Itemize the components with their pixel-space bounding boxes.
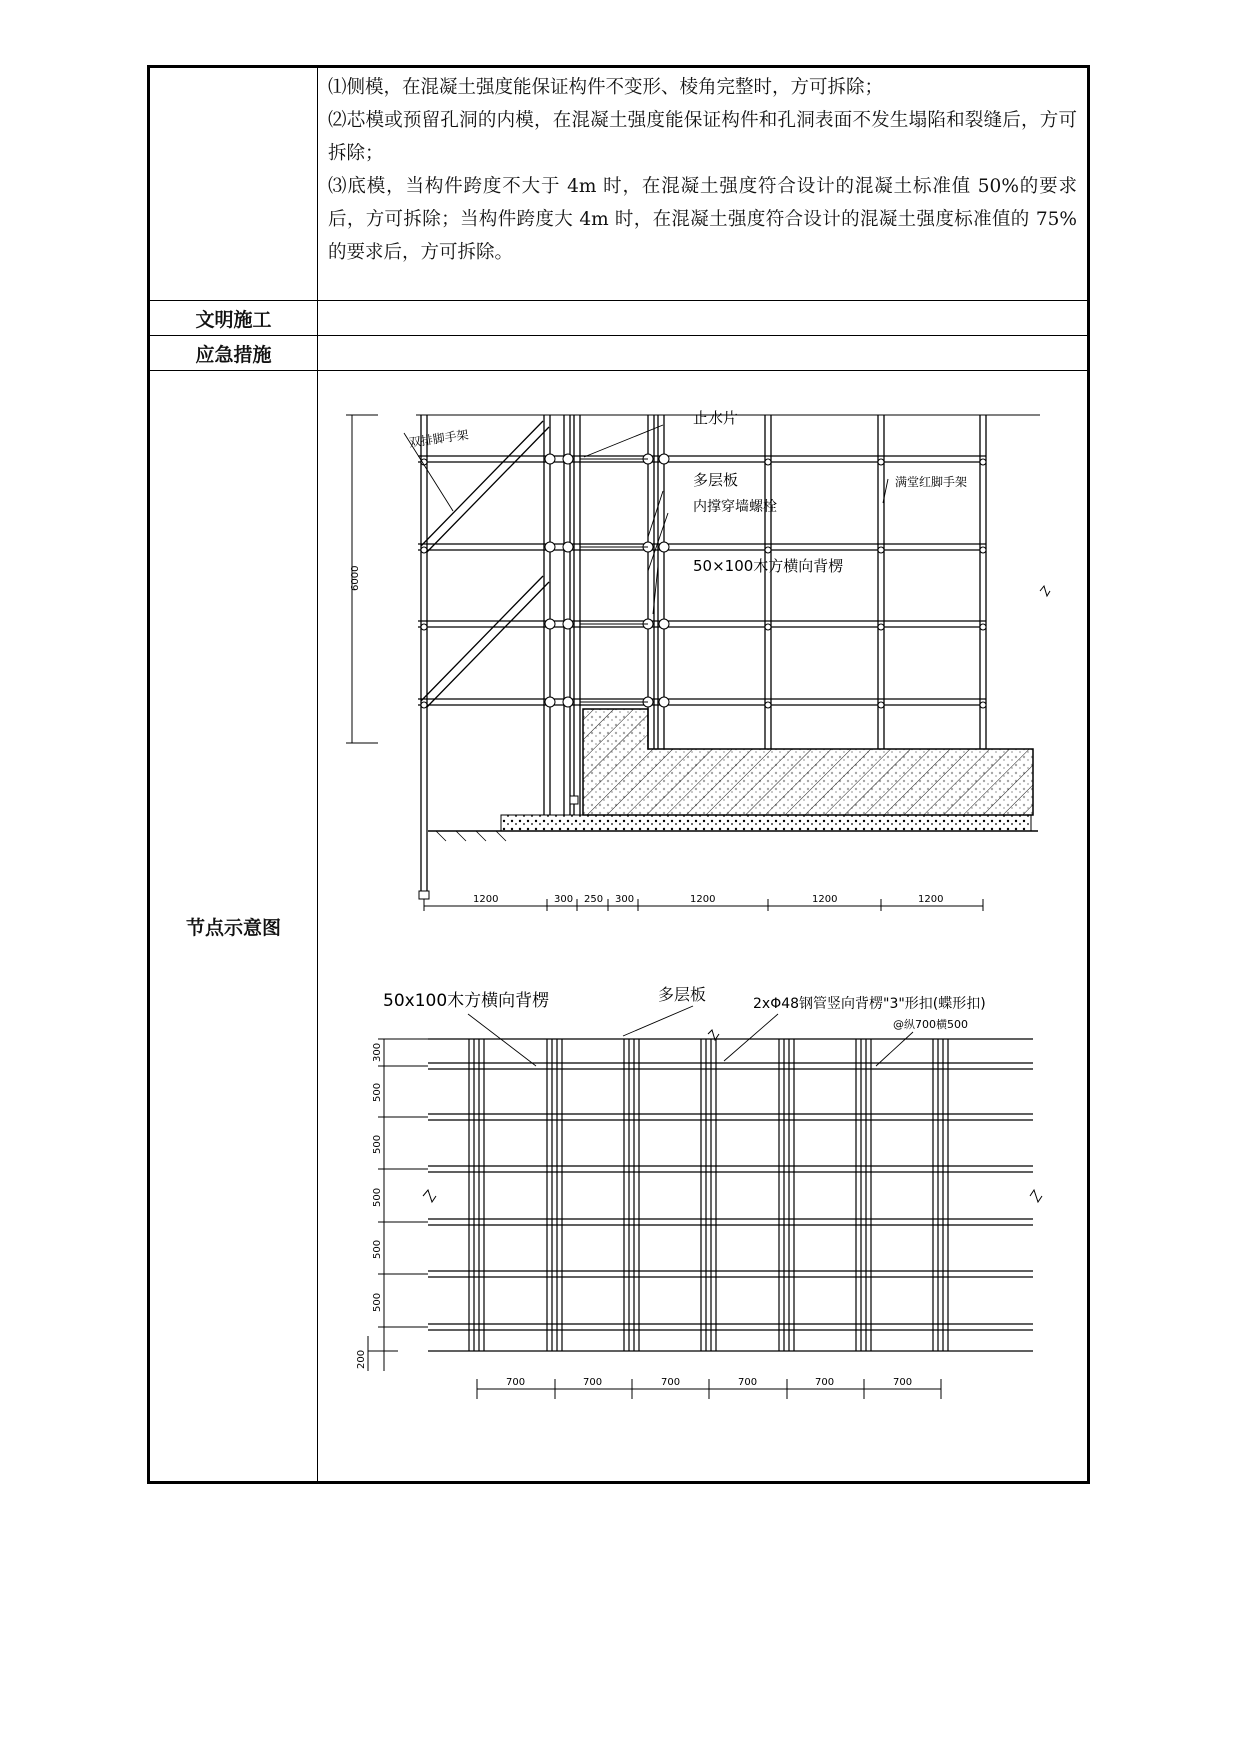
vdim-200: 200 xyxy=(356,1349,367,1369)
dim-300-b: 300 xyxy=(615,894,635,905)
wall-form-small xyxy=(570,796,578,804)
vdim-300: 300 xyxy=(372,1042,383,1062)
row-label-empty xyxy=(150,68,318,300)
note-bottom-formwork: ⑶底模，当构件跨度不大于 4m 时，在混凝土强度符合设计的混凝土标准值 50%的要求后，方可拆除；当构件跨度大 4m 时，在混凝土强度符合设计的混凝土强度标准值的 75%的要求后，方可拆除。 xyxy=(328,176,1077,263)
dim-1200-d: 1200 xyxy=(918,894,944,905)
emergency-label: 应急措施 xyxy=(150,336,318,370)
emergency-value xyxy=(318,336,1087,370)
diagonal-braces xyxy=(421,421,549,707)
label2-steel-pipe: 2xΦ48钢管竖向背楞"3"形扣(蝶形扣) xyxy=(753,996,986,1012)
leaders2 xyxy=(468,1006,913,1066)
hdim-700-c: 700 xyxy=(661,1377,681,1388)
row-removal-requirements xyxy=(150,68,1087,301)
row-civilized-construction xyxy=(150,301,1087,336)
dim-1200-c: 1200 xyxy=(812,894,838,905)
vdim-500-c: 500 xyxy=(372,1187,383,1207)
bottom-dimension-labels xyxy=(473,894,943,905)
vdim-500-a: 500 xyxy=(372,1082,383,1102)
hdim-700-d: 700 xyxy=(738,1377,758,1388)
formwork-section-diagram xyxy=(318,371,1088,911)
bottom-dimension-chain-2 xyxy=(477,1379,941,1399)
row-emergency-measures xyxy=(150,336,1087,371)
vertical-steel-pipes xyxy=(469,1039,948,1351)
note-core-formwork: ⑵芯模或预留孔洞的内模，在混凝土强度能保证构件和孔洞表面不发生塌陷和裂缝后，方可拆除； xyxy=(328,110,1077,164)
leader-lines xyxy=(404,425,888,614)
label-inner-bolt: 内撑穿墙螺栓 xyxy=(693,499,777,515)
break-right xyxy=(1030,1190,1042,1202)
horizontal-ledgers xyxy=(418,456,986,705)
height-dim-label: 6000 xyxy=(350,565,361,591)
label-timber-back: 50×100木方横向背楞 xyxy=(693,557,844,575)
node-diagram-label: 节点示意图 xyxy=(150,371,318,1481)
left-dimension-labels xyxy=(356,1043,383,1369)
vdim-500-b: 500 xyxy=(372,1134,383,1154)
civilized-label: 文明施工 xyxy=(150,301,318,335)
concrete-slab-dots xyxy=(583,709,1033,815)
clamps xyxy=(421,454,986,708)
civilized-value xyxy=(318,301,1087,335)
label-waterstop: 止水片 xyxy=(693,409,739,427)
foundation-base xyxy=(501,815,1031,831)
label2-spacing: @纵700横500 xyxy=(893,1018,968,1031)
horizontal-timbers xyxy=(428,1063,1033,1330)
node-diagrams xyxy=(318,371,1087,1481)
ground-hatch xyxy=(436,831,506,841)
removal-notes xyxy=(318,68,1087,300)
row-node-diagram xyxy=(150,371,1087,1481)
dim-1200-b: 1200 xyxy=(690,894,716,905)
label-double-scaffold: 双排脚手架 xyxy=(408,427,470,450)
dim-1200-a: 1200 xyxy=(473,894,499,905)
info-table xyxy=(147,65,1090,1484)
label2-multilayer-board: 多层板 xyxy=(658,985,707,1004)
hdim-700-e: 700 xyxy=(815,1377,835,1388)
hdim-700-f: 700 xyxy=(893,1377,913,1388)
label2-timber-back: 50x100木方横向背楞 xyxy=(383,991,550,1011)
formwork-elevation-diagram xyxy=(318,976,1088,1446)
vdim-500-e: 500 xyxy=(372,1292,383,1312)
break-left xyxy=(423,1190,436,1202)
vdim-500-d: 500 xyxy=(372,1239,383,1259)
post-foot xyxy=(419,891,429,899)
tie-bolts xyxy=(580,459,648,702)
dim-300-a: 300 xyxy=(554,894,574,905)
break-symbol xyxy=(1040,586,1050,596)
hdim-700-b: 700 xyxy=(583,1377,603,1388)
note-side-formwork: ⑴侧模，在混凝土强度能保证构件不变形、棱角完整时，方可拆除； xyxy=(328,77,884,98)
label-multilayer-board: 多层板 xyxy=(693,471,739,489)
label-full-scaffold: 满堂红脚手架 xyxy=(895,475,968,489)
hdim-700-a: 700 xyxy=(506,1377,526,1388)
dim-250: 250 xyxy=(584,894,604,905)
